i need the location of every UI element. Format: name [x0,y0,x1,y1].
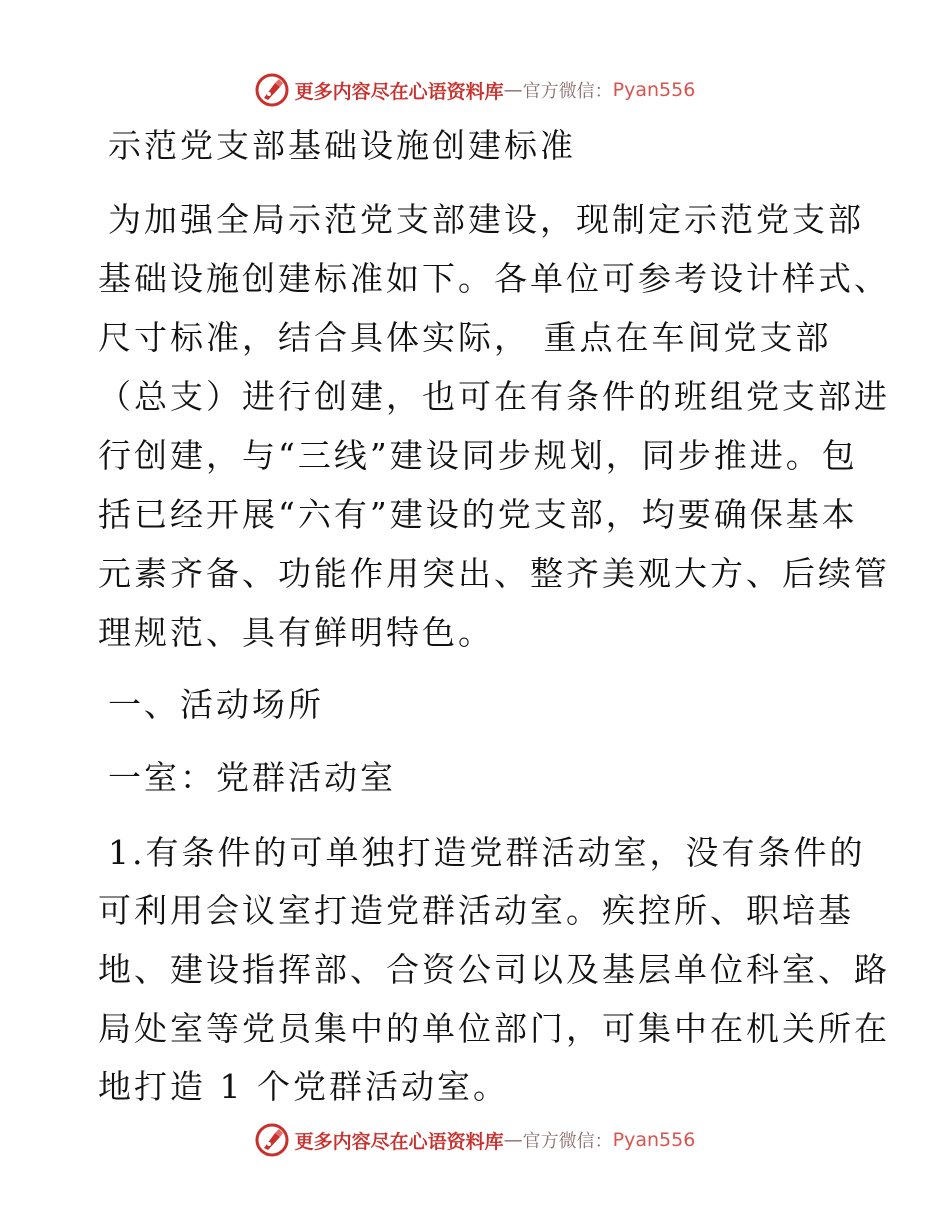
document-title: 示范党支部基础设施创建标准 [108,126,576,165]
paragraph-line: 行创建，与“三线”建设同步规划，同步推进。包 [98,436,858,475]
banner-wechat-label: 官方微信： [522,1131,613,1152]
banner-dash: — [503,1129,523,1151]
footer-banner [0,1120,950,1160]
banner-main-text: 更多内容尽在心语资料库 [294,1130,504,1153]
pen-nib-logo-icon [255,73,289,107]
paragraph-line: 括已经开展“六有”建设的党支部，均要确保基本 [98,495,858,534]
paragraph-line: 地打造 1 个党群活动室。 [98,1067,509,1106]
paragraph-line: （总支）进行创建，也可在有条件的班组党支部进 [98,377,890,416]
banner-dash: — [503,79,523,101]
banner-wechat-label: 官方微信： [522,81,613,102]
subsection-heading: 一室：党群活动室 [108,758,396,797]
paragraph-line: 局处室等党员集中的单位部门，可集中在机关所在 [98,1009,890,1048]
paragraph-line: 为加强全局示范党支部建设，现制定示范党支部 [108,200,864,239]
header-banner [0,70,950,110]
paragraph-line: 地、建设指挥部、合资公司以及基层单位科室、路 [98,950,890,989]
paragraph-line: 元素齐备、功能作用突出、整齐美观大方、后续管 [98,554,890,593]
banner-main-text: 更多内容尽在心语资料库 [294,80,504,103]
paragraph-line: 基础设施创建标准如下。各单位可参考设计样式、 [98,259,890,298]
banner-wechat-id: Pyan556 [612,79,696,101]
paragraph-line: 1.有条件的可单独打造党群活动室，没有条件的 [108,833,866,872]
banner-wechat-id: Pyan556 [612,1129,696,1151]
paragraph-line: 可利用会议室打造党群活动室。疾控所、职培基 [98,891,854,930]
paragraph-line: 理规范、具有鲜明特色。 [98,613,494,652]
paragraph-line: 尺寸标准，结合具体实际， 重点在车间党支部 [98,318,832,357]
pen-nib-logo-icon [255,1123,289,1157]
section-heading: 一、活动场所 [108,685,324,724]
